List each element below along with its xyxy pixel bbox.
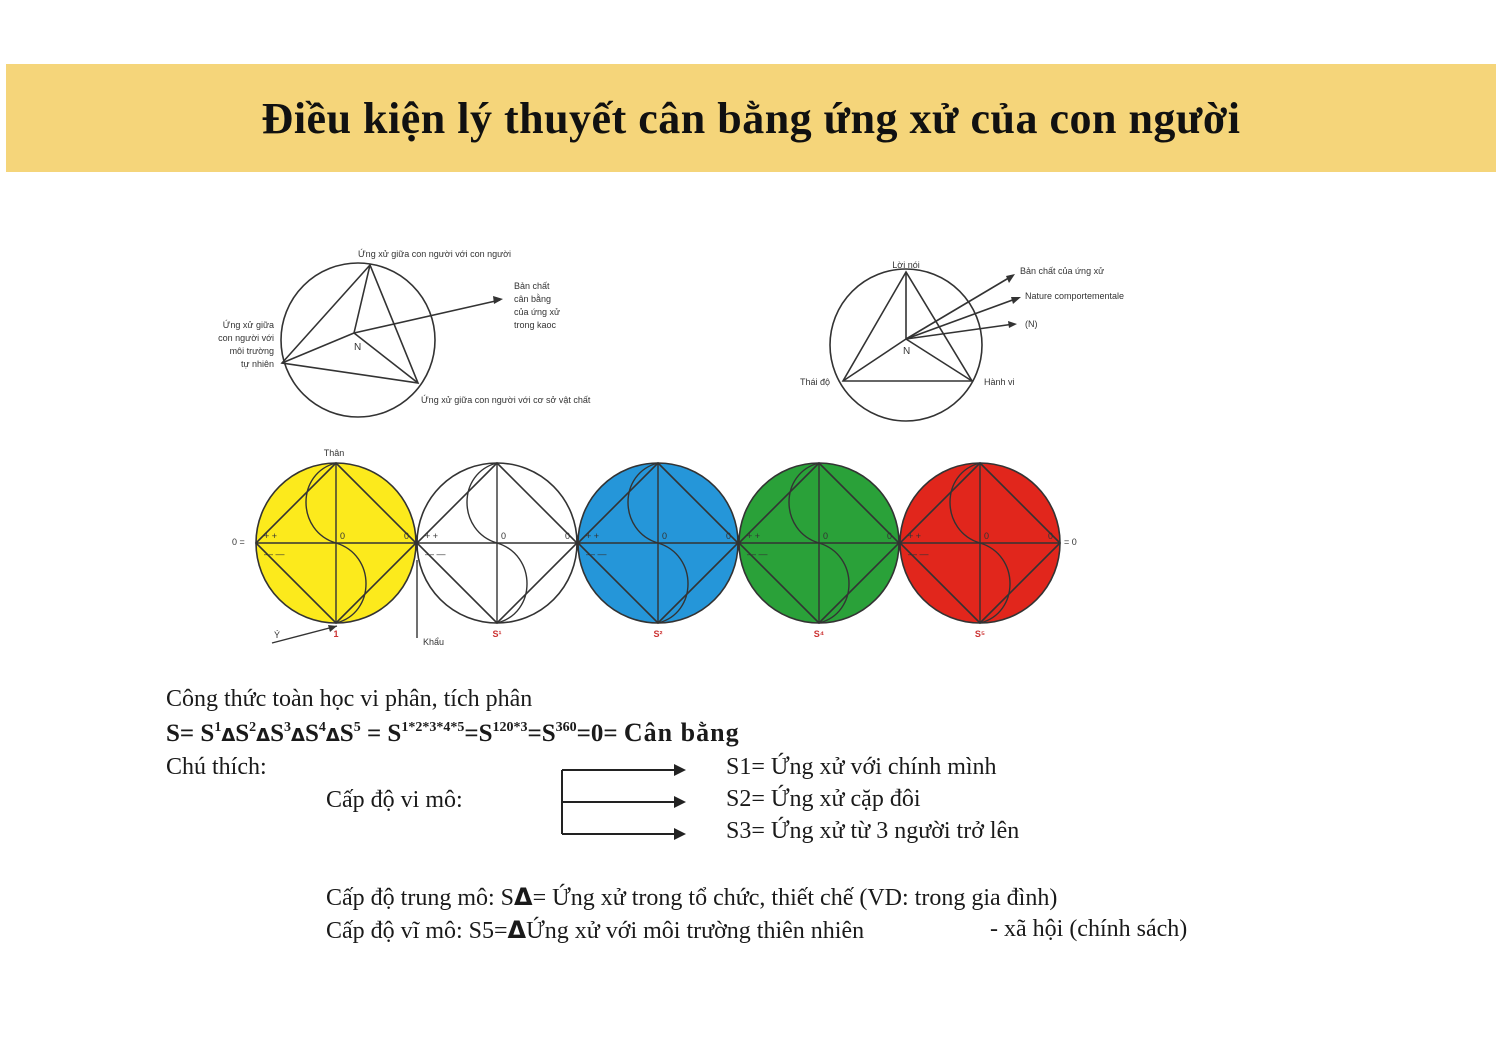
f-p3: 3 [284, 720, 291, 735]
circle-bottom-label: S² [653, 629, 663, 639]
right-side-label-3: của ứng xử [514, 307, 561, 317]
micro-item-1: S1= Ứng xử với chính mình [726, 754, 997, 780]
f-tri-3: Δ [291, 725, 305, 746]
left-side-label-2: con người với [218, 333, 274, 343]
right-triangle-diagram [830, 269, 1018, 421]
circle-right-zero-label: 0 [887, 531, 893, 541]
macro-line [326, 916, 864, 945]
circle-zero-label: 0 [340, 531, 346, 541]
right-side-label-4: trong kaoc [514, 320, 557, 330]
f-p5: 5 [353, 720, 361, 735]
f-p4: 4 [318, 720, 326, 735]
right-top-label: Lời nói [892, 260, 920, 270]
circle-bottom-label: S⁴ [813, 629, 825, 639]
bottom-left-label: Ý [274, 630, 281, 640]
f-eq3: =S [527, 720, 556, 747]
formula-heading: Công thức toàn học vi phân, tích phân [166, 686, 533, 712]
left-side-label-1: Ứng xử giữa [222, 320, 274, 330]
circles-left-edge: 0 = [232, 537, 245, 547]
circle-right-zero-label: 0 [565, 531, 571, 541]
notes-label: Chú thích: [166, 754, 267, 780]
f-exp2: 120*3 [492, 720, 528, 735]
f-s5: S [339, 720, 354, 747]
micro-item-3: S3= Ứng xử từ 3 người trở lên [726, 818, 1020, 844]
circle-right-zero-label: 0 [726, 531, 732, 541]
colored-circle-5 [900, 463, 1060, 639]
f-exp1: 1*2*3*4*5 [401, 720, 465, 735]
micro-label: Cấp độ vi mô: [326, 787, 463, 813]
right-annotation-2: Nature comportementale [1025, 291, 1125, 301]
f-s2: S [235, 720, 250, 747]
f-tri-4: Δ [325, 725, 340, 746]
left-triangle [282, 265, 418, 383]
right-side-label-2: cân bằng [514, 294, 552, 304]
circle-row [256, 463, 1060, 639]
circle-right-zero-label: 0 [404, 531, 410, 541]
formula-line [166, 718, 740, 748]
circle-zero-label: 0 [984, 531, 990, 541]
micro-bracket-arrows [556, 758, 696, 842]
circle-zero-label: 0 [823, 531, 829, 541]
meso-line [326, 883, 1057, 912]
right-side-label-1: Bản chất [514, 281, 550, 291]
f-p2: 2 [249, 720, 257, 735]
f-tri-1: Δ [221, 725, 236, 746]
right-right-label: Hành vi [984, 377, 1015, 387]
f-tri-2: Δ [256, 725, 271, 746]
meso-prefix: Cấp độ trung mô: S [326, 885, 515, 911]
circle-plus-label: + + [586, 531, 600, 541]
colored-circle-3 [578, 463, 738, 639]
circle-plus-label: + + [908, 531, 922, 541]
macro-prefix: Cấp độ vĩ mô: S5= [326, 918, 508, 944]
right-triangle [843, 272, 972, 381]
left-top-label: Ứng xử giữa con người với con người [358, 249, 512, 259]
circle-minus-label: — — [747, 549, 768, 559]
f-p1: 1 [214, 720, 222, 735]
f-s3: S [270, 720, 284, 747]
macro-triangle: Δ [507, 916, 527, 944]
meso-rest: = Ứng xử trong tổ chức, thiết chế (VD: trong gia đình) [532, 885, 1058, 911]
macro-rest: Ứng xử với môi trường thiên nhiên [526, 918, 865, 944]
micro-item-2: S2= Ứng xử cặp đôi [726, 786, 921, 812]
f-s: S= S [166, 720, 215, 747]
right-left-label: Thái độ [799, 377, 830, 387]
circle-right-zero-label: 0 [1048, 531, 1054, 541]
right-center-label: N [903, 346, 911, 357]
circle-minus-label: — — [425, 549, 446, 559]
circle-plus-label: + + [425, 531, 439, 541]
left-outer-circle [281, 263, 435, 417]
right-annotation-1: Bản chất của ứng xử [1020, 266, 1105, 276]
f-balance: Cân bằng [623, 718, 740, 747]
circle-plus-label: + + [747, 531, 761, 541]
bottom-mid-label: Khẩu [423, 637, 445, 647]
f-exp3: 360 [555, 720, 577, 735]
f-eq2: =S [464, 720, 493, 747]
circle-minus-label: — — [908, 549, 929, 559]
left-side-label-3: môi trường [229, 346, 274, 356]
right-arrow-2 [906, 298, 1018, 339]
colored-circle-4 [739, 463, 899, 639]
circles-top-label: Thân [323, 448, 345, 458]
colored-circle-2 [417, 463, 577, 639]
colored-circle-1 [256, 463, 416, 639]
circle-bottom-label: S¹ [492, 629, 502, 639]
f-eq1: = S [360, 720, 402, 747]
circle-zero-label: 0 [662, 531, 668, 541]
circle-plus-label: + + [264, 531, 278, 541]
right-arrow-3 [906, 324, 1014, 339]
circle-zero-label: 0 [501, 531, 507, 541]
circle-minus-label: — — [586, 549, 607, 559]
circle-bottom-label: 1 [333, 629, 339, 639]
f-eq4: =0= [576, 720, 624, 747]
circle-minus-label: — — [264, 549, 285, 559]
right-arrow-1 [906, 276, 1012, 339]
left-triangle-diagram [281, 263, 500, 417]
left-bottom-label: Ứng xử giữa con người với cơ sở vật chất [421, 395, 591, 405]
page-title: Điều kiện lý thuyết cân bằng ứng xử của con người [261, 93, 1241, 143]
left-side-label-4: tự nhiên [240, 359, 274, 369]
left-center-label: N [354, 342, 362, 353]
circles-right-edge: = 0 [1064, 537, 1077, 547]
f-s4: S [304, 720, 319, 747]
meso-triangle: Δ [514, 883, 533, 911]
right-annotation-3: (N) [1025, 319, 1038, 329]
macro-tail: - xã hội (chính sách) [990, 916, 1188, 942]
circle-bottom-label: S⁵ [974, 629, 986, 639]
